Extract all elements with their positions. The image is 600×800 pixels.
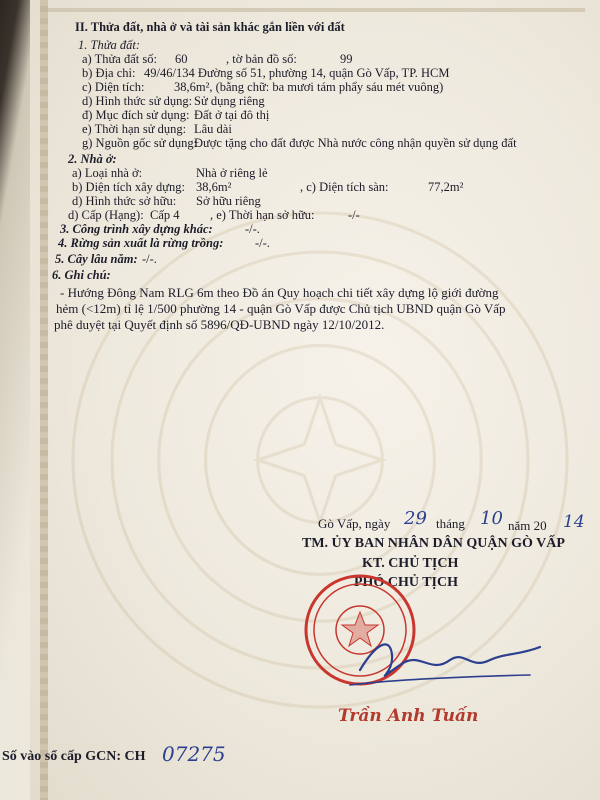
registry-number-value: 07275 [162, 742, 226, 766]
floor-area-value: 77,2m² [428, 180, 464, 194]
handwritten-signature-icon [330, 625, 550, 695]
usage-form-label: d) Hình thức sử dụng: [82, 94, 193, 108]
issue-place: Gò Vấp, ngày [318, 516, 391, 531]
usage-term-label: e) Thời hạn sử dụng: [82, 122, 187, 136]
issue-month: 10 [480, 508, 503, 529]
usage-term-value: Lâu dài [194, 122, 232, 136]
perennial-label: 5. Cây lâu năm: [55, 252, 138, 266]
area-label: c) Diện tích: [82, 80, 145, 94]
month-label: tháng [436, 516, 465, 531]
address-label: b) Địa chỉ: [82, 66, 136, 80]
forest-label: 4. Rừng sản xuất là rừng trồng: [58, 236, 224, 250]
ownership-term-value: -/- [348, 208, 360, 222]
address-value: 49/46/134 Đường số 51, phường 14, quận Gò Vấp, TP. HCM [144, 66, 450, 80]
signer-name: Trần Anh Tuấn [338, 706, 479, 726]
perennial-value: -/-. [142, 252, 157, 266]
usage-form-value: Sử dụng riêng [194, 94, 265, 108]
authority-line: TM. ỦY BAN NHÂN DÂN QUẬN GÒ VẤP [302, 536, 565, 551]
registry-number-label: Số vào sổ cấp GCN: CH [2, 749, 146, 764]
house-grade-value: Cấp 4 [150, 208, 180, 222]
build-area-value: 38,6m² [196, 180, 232, 194]
authority-vice: PHÓ CHỦ TỊCH [354, 575, 458, 590]
house-heading: 2. Nhà ở: [68, 152, 117, 166]
issue-year: 14 [563, 512, 585, 532]
usage-purpose-value: Đất ở tại đô thị [194, 108, 270, 122]
authority-kt: KT. CHỦ TỊCH [362, 556, 459, 571]
other-construction-value: -/-. [245, 222, 260, 236]
section-land-heading: II. Thửa đất, nhà ở và tài sản khác gắn liền với đất [75, 20, 345, 34]
notes-heading: 6. Ghi chú: [52, 268, 111, 282]
build-area-label: b) Diện tích xây dựng: [72, 180, 186, 194]
parcel-number-value: 60 [175, 52, 188, 66]
house-type-label: a) Loại nhà ở: [72, 166, 143, 180]
land-subheading: 1. Thửa đất: [78, 38, 141, 52]
page-border-left [40, 0, 48, 800]
usage-origin-label: g) Nguồn gốc sử dụng: [82, 136, 198, 150]
year-label: năm 20 [508, 518, 547, 533]
issue-day: 29 [404, 508, 427, 529]
map-sheet-label: , tờ bản đồ số: [226, 52, 297, 66]
forest-value: -/-. [255, 236, 270, 250]
page-border-top [40, 8, 585, 12]
house-grade-label: d) Cấp (Hạng): [68, 208, 144, 222]
parcel-number-label: a) Thửa đất số: [82, 52, 157, 66]
usage-purpose-label: đ) Mục đích sử dụng: [82, 108, 190, 122]
map-sheet-value: 99 [340, 52, 353, 66]
floor-area-label: , c) Diện tích sàn: [300, 180, 389, 194]
usage-origin-value: Được tặng cho đất được Nhà nước công nhận quyền sử dụng đất [194, 136, 517, 150]
area-value: 38,6m², (bằng chữ: ba mươi tám phẩy sáu mét vuông) [174, 80, 444, 94]
ownership-term-label: , e) Thời hạn sở hữu: [210, 208, 315, 222]
notes-line-2: hẻm (<12m) tỉ lệ 1/500 phường 14 - quận Gò Vấp được Chủ tịch UBND quận Gò Vấp [56, 301, 506, 316]
house-type-value: Nhà ở riêng lẻ [196, 166, 268, 180]
other-construction-label: 3. Công trình xây dựng khác: [60, 222, 213, 236]
ownership-form-value: Sở hữu riêng [196, 194, 261, 208]
notes-line-1: - Hướng Đông Nam RLG 6m theo Đồ án Quy hoạch chi tiết xây dựng lộ giới đường [60, 285, 499, 300]
ownership-form-label: d) Hình thức sở hữu: [72, 194, 177, 208]
notes-line-3: phê duyệt tại Quyết định số 5896/QĐ-UBND ngày 12/10/2012. [54, 317, 385, 332]
